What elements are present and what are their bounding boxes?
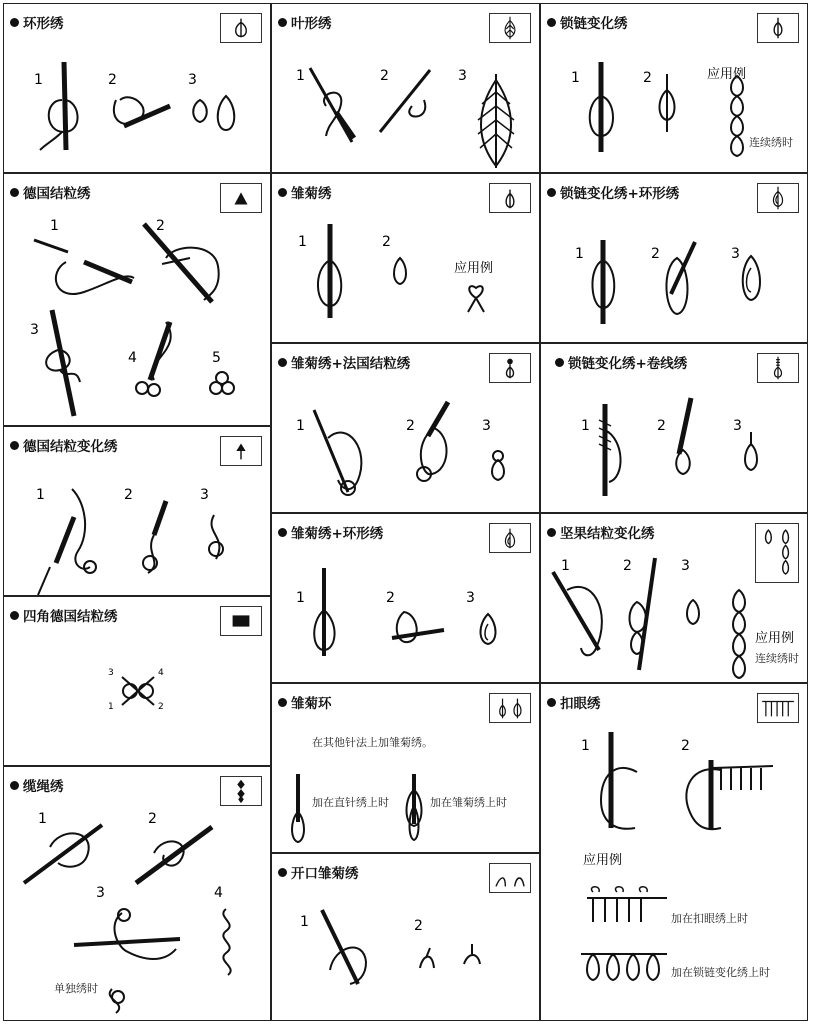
panel-title: 德国结粒变化绣	[10, 435, 118, 455]
svg-text:2: 2	[651, 246, 660, 262]
buttonhole-comb-icon	[757, 693, 799, 723]
svg-text:1: 1	[50, 218, 59, 234]
open-lazy-daisy-diagram	[272, 890, 540, 1021]
lazy-daisy-diagram	[272, 210, 540, 343]
step-1	[296, 568, 335, 656]
loop-stitch-icon	[220, 13, 262, 43]
panel-title: 扣眼绣	[547, 692, 601, 712]
svg-text:3: 3	[733, 418, 742, 434]
step-1	[298, 224, 341, 318]
rectangle-icon	[220, 606, 262, 636]
svg-text:1: 1	[561, 558, 570, 574]
panel-title: 叶形绣	[278, 12, 332, 32]
case-chain-label: 加在锁链变化绣上时	[671, 966, 770, 979]
step-4	[214, 885, 231, 975]
svg-text:3: 3	[466, 590, 475, 606]
svg-text:4: 4	[128, 350, 137, 366]
panel-title: 雏菊绣+法国结粒绣	[278, 352, 410, 372]
step-2	[386, 590, 444, 642]
application-example	[707, 66, 746, 156]
chain-variation-icon	[757, 13, 799, 43]
svg-text:1: 1	[296, 418, 305, 434]
single-use	[110, 989, 124, 1013]
panel-nut-knot-variation	[540, 513, 808, 683]
svg-text:2: 2	[414, 918, 423, 934]
step-3	[482, 418, 504, 480]
step-2	[124, 487, 166, 573]
svg-text:1: 1	[581, 418, 590, 434]
chain-variation-bullion-diagram	[541, 380, 808, 513]
knot	[108, 668, 164, 712]
svg-text:2: 2	[386, 590, 395, 606]
step-2	[144, 218, 219, 302]
step-1	[24, 811, 102, 883]
step-1	[296, 410, 361, 495]
lazy-daisy-french-knot-diagram	[272, 380, 540, 513]
svg-text:3: 3	[108, 668, 114, 678]
svg-text:1: 1	[296, 590, 305, 606]
panel-german-knot	[3, 173, 271, 426]
panel-title: 锁链变化绣	[547, 12, 628, 32]
panel-title: 雏菊绣	[278, 182, 332, 202]
leaf-stitch-diagram	[272, 40, 540, 173]
square-german-knot-diagram	[4, 633, 271, 766]
svg-text:3: 3	[482, 418, 491, 434]
step-2	[681, 738, 773, 830]
step-2	[108, 72, 170, 126]
svg-text:5: 5	[212, 350, 221, 366]
open-petal-icon	[489, 863, 531, 893]
step-1	[553, 558, 602, 655]
svg-text:4: 4	[214, 885, 223, 901]
step-1	[581, 404, 621, 496]
panel-title: 德国结粒绣	[10, 182, 91, 202]
panel-title: 坚果结粒变化绣	[547, 522, 655, 542]
svg-text:2: 2	[380, 68, 389, 84]
case-straight-label: 加在直针绣上时	[312, 796, 389, 809]
svg-text:3: 3	[188, 72, 197, 88]
svg-text:2: 2	[124, 487, 133, 503]
svg-text:应用例: 应用例	[707, 67, 747, 82]
panel-title: 锁链变化绣+环形绣	[547, 182, 679, 202]
panel-chain-variation	[540, 3, 808, 173]
svg-text:2: 2	[148, 811, 157, 827]
chain-variation-diagram	[541, 40, 808, 173]
svg-text:1: 1	[300, 914, 309, 930]
continuous-label: 连续绣时	[749, 136, 793, 149]
svg-text:应用例: 应用例	[755, 631, 795, 646]
application-example	[581, 852, 667, 980]
panel-square-german-knot	[3, 596, 271, 766]
panel-title: 雏菊绣+环形绣	[278, 522, 383, 542]
continuous-label: 连续绣时	[755, 652, 799, 665]
step-2	[623, 558, 655, 670]
triangle-stem-icon	[220, 436, 262, 466]
cable-stitch-diagram	[4, 803, 271, 1021]
step-3	[681, 558, 699, 624]
step-2	[382, 234, 406, 284]
panel-title: 开口雏菊绣	[278, 862, 359, 882]
panel-title: 环形绣	[10, 12, 64, 32]
panel-title: 四角德国结粒绣	[10, 605, 118, 625]
panel-lazy-daisy-french-knot	[271, 343, 540, 513]
panel-chain-variation-bullion	[540, 343, 808, 513]
step-5	[210, 350, 234, 394]
lazy-daisy-loop-diagram	[272, 550, 540, 683]
svg-text:2: 2	[158, 702, 164, 712]
svg-text:应用例: 应用例	[583, 853, 623, 868]
svg-text:应用例: 应用例	[454, 261, 494, 276]
step-2	[643, 70, 675, 132]
step-1	[296, 68, 354, 142]
svg-text:2: 2	[156, 218, 165, 234]
svg-text:2: 2	[681, 738, 690, 754]
step-3	[200, 487, 223, 559]
german-knot-diagram	[4, 210, 271, 426]
diamond-chain-icon	[220, 776, 262, 806]
panel-title: 缆绳绣	[10, 775, 64, 795]
svg-text:2: 2	[643, 70, 652, 86]
step-3	[466, 590, 496, 644]
panel-leaf-stitch	[271, 3, 540, 173]
german-knot-variation-diagram	[4, 463, 271, 596]
single-use-label: 单独绣时	[54, 982, 98, 995]
step-1	[300, 910, 366, 984]
step-4	[128, 322, 171, 396]
step-1	[581, 732, 637, 829]
step-1	[571, 62, 613, 152]
step-3	[74, 885, 180, 959]
step-2	[406, 402, 448, 481]
chain-bullion-icon	[757, 353, 799, 383]
step-2	[651, 242, 695, 314]
case-daisy-label: 加在雏菊绣上时	[430, 796, 507, 809]
svg-text:1: 1	[296, 68, 305, 84]
svg-text:3: 3	[200, 487, 209, 503]
svg-text:3: 3	[458, 68, 467, 84]
panel-open-lazy-daisy	[271, 853, 540, 1021]
svg-text:4: 4	[158, 668, 164, 678]
panel-cable-stitch	[3, 766, 271, 1021]
daisy-loop-addon-diagram	[272, 720, 540, 853]
step-2	[657, 398, 691, 474]
panel-german-knot-variation	[3, 426, 271, 596]
svg-text:2: 2	[382, 234, 391, 250]
svg-text:3: 3	[96, 885, 105, 901]
double-petal-icon	[489, 693, 531, 723]
chain-variation-loop-diagram	[541, 210, 808, 343]
svg-text:1: 1	[575, 246, 584, 262]
case-daisy-stitch	[407, 774, 422, 840]
step-1	[34, 62, 78, 150]
step-2	[380, 68, 430, 132]
step-2	[136, 811, 212, 883]
chain-loop-icon	[757, 183, 799, 213]
svg-text:1: 1	[38, 811, 47, 827]
panel-daisy-loop-addon	[271, 683, 540, 853]
triangle-icon	[220, 183, 262, 213]
svg-text:2: 2	[657, 418, 666, 434]
step-1	[575, 240, 614, 324]
step-1	[36, 487, 96, 595]
svg-text:2: 2	[108, 72, 117, 88]
step-3	[733, 418, 757, 470]
panel-lazy-daisy-loop	[271, 513, 540, 683]
step-3	[188, 72, 234, 130]
panel-lazy-daisy	[271, 173, 540, 343]
svg-text:2: 2	[406, 418, 415, 434]
svg-text:3: 3	[30, 322, 39, 338]
step-3	[30, 310, 80, 416]
loop-stitch-diagram	[4, 40, 271, 173]
panel-buttonhole-stitch	[540, 683, 808, 1021]
panel-loop-stitch	[3, 3, 271, 173]
leaf-icon	[489, 13, 531, 43]
svg-text:2: 2	[623, 558, 632, 574]
svg-text:1: 1	[36, 487, 45, 503]
daisy-petal-icon	[489, 183, 531, 213]
svg-text:1: 1	[108, 702, 114, 712]
svg-text:1: 1	[571, 70, 580, 86]
svg-text:3: 3	[681, 558, 690, 574]
svg-text:1: 1	[34, 72, 43, 88]
step-1	[34, 218, 134, 294]
daisy-loop-icon	[489, 523, 531, 553]
step-3	[731, 246, 760, 300]
svg-text:1: 1	[581, 738, 590, 754]
panel-chain-variation-loop	[540, 173, 808, 343]
panel-title: 雏菊环	[278, 692, 332, 712]
daisy-knot-icon	[489, 353, 531, 383]
application-example	[454, 260, 493, 312]
case-buttonhole-label: 加在扣眼绣上时	[671, 912, 748, 925]
step-2	[414, 918, 480, 968]
panel-title: 锁链变化绣+卷线绣	[555, 352, 687, 372]
svg-text:1: 1	[298, 234, 307, 250]
step-3	[458, 68, 514, 168]
svg-text:3: 3	[731, 246, 740, 262]
instruction-text: 在其他针法上加雏菊绣。	[312, 736, 433, 749]
case-straight-stitch	[292, 774, 304, 842]
